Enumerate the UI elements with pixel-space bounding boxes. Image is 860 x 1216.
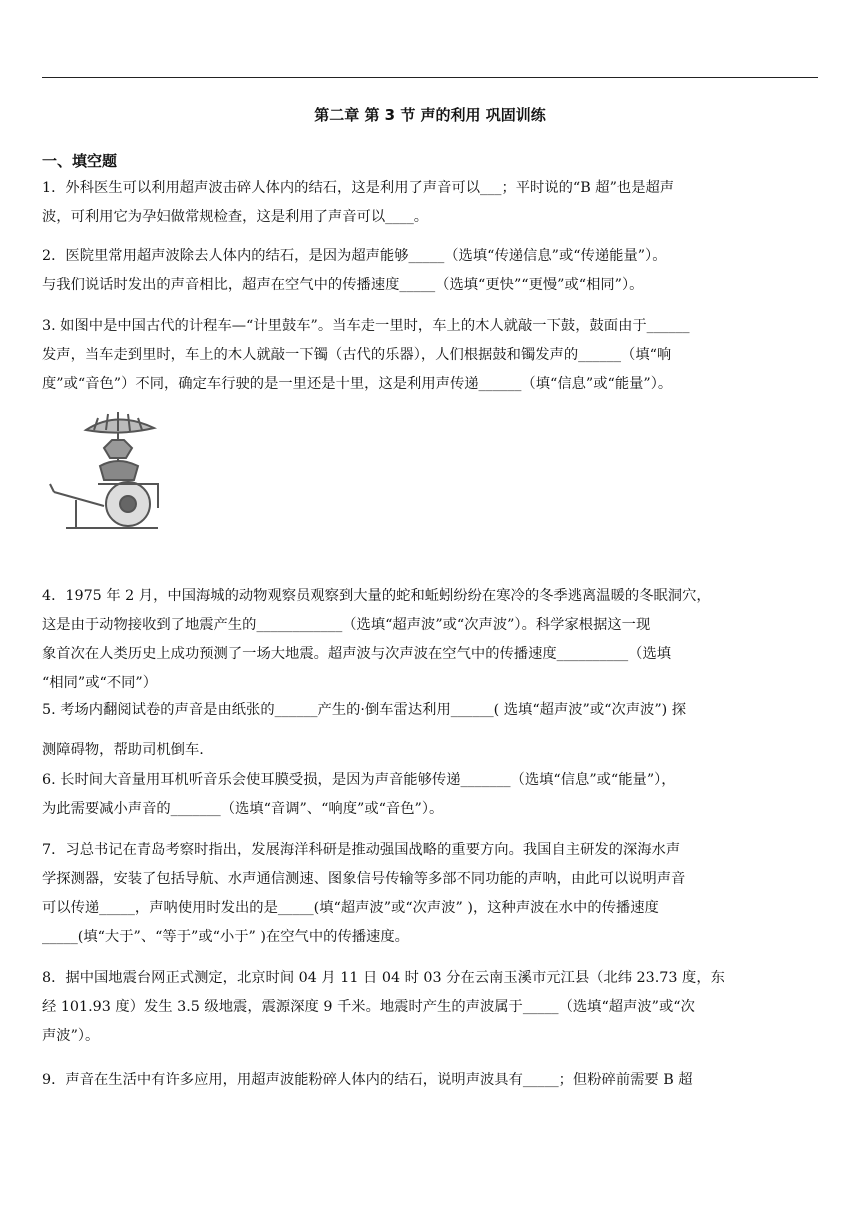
question-line: 发声，当车走到里时，车上的木人就敲一下镯（古代的乐器），人们根据鼓和镯发声的______（填“响 — [42, 347, 672, 363]
question-3 — [42, 312, 822, 399]
question-line: 这是由于动物接收到了地震产生的____________（选填“超声波”或“次声波”）。科学家根据这一现 — [42, 617, 651, 633]
question-9 — [42, 1066, 822, 1095]
page-title: 第二章 第 3 节 声的利用 巩固训练 — [314, 106, 546, 124]
question-line: 9．声音在生活中有许多应用，用超声波能粉碎人体内的结石，说明声波具有_____；但粉碎前需要 B 超 — [42, 1072, 693, 1088]
question-line: 与我们说话时发出的声音相比，超声在空气中的传播速度_____（选填“更快”“更慢”或“相同”）。 — [42, 277, 644, 293]
question-line: 3. 如图中是中国古代的计程车—“计里鼓车”。当车走一里时，车上的木人就敲一下鼓，鼓面由于______ — [42, 318, 690, 334]
question-line: 经 101.93 度）发生 3.5 级地震，震源深度 9 千米。地震时产生的声波属于_____（选填“超声波”或“次 — [42, 999, 695, 1015]
question-line: 4．1975 年 2 月，中国海城的动物观察员观察到大量的蛇和蚯蚓纷纷在寒冷的冬季逃离温暖的冬眠洞穴， — [42, 588, 711, 604]
question-line: 2．医院里常用超声波除去人体内的结石，是因为超声能够_____（选填“传递信息”或“传递能量”）。 — [42, 248, 667, 264]
question-8 — [42, 964, 822, 1051]
question-line: 学探测器，安装了包括导航、水声通信测速、图象信号传输等多部不同功能的声呐，由此可以说明声音 — [42, 871, 686, 887]
header-rule — [42, 77, 818, 78]
question-5 — [42, 690, 822, 770]
question-7 — [42, 836, 822, 952]
question-line: 测障碍物，帮助司机倒车. — [42, 742, 204, 758]
question-line: “相同”或“不同”） — [42, 675, 158, 691]
question-line: 声波”）。 — [42, 1028, 100, 1044]
drum-cart-illustration — [46, 406, 176, 540]
question-line: _____(填“大于”、“等于”或“小于” )在空气中的传播速度。 — [42, 929, 409, 945]
question-line: 5. 考场内翻阅试卷的声音是由纸张的______产生的·倒车雷达利用______( 选填“超声波”或“次声波”) 探 — [42, 702, 687, 718]
question-line: 8．据中国地震台网正式测定，北京时间 04 月 11 日 04 时 03 分在云南玉溪市元江县（北纬 23.73 度，东 — [42, 970, 725, 986]
question-line: 波，可利用它为孕妇做常规检查，这是利用了声音可以____。 — [42, 209, 429, 225]
question-line: 1．外科医生可以利用超声波击碎人体内的结石，这是利用了声音可以___；平时说的“B 超”也是超声 — [42, 180, 675, 196]
question-line: 可以传递_____，声呐使用时发出的是_____(填“超声波”或“次声波” )，这种声波在水中的传播速度 — [42, 900, 659, 916]
question-6 — [42, 766, 822, 824]
section-heading: 一、填空题 — [42, 152, 118, 170]
question-4 — [42, 582, 822, 698]
question-line: 为此需要减小声音的_______（选填“音调”、“响度”或“音色”）。 — [42, 801, 444, 817]
question-line: 6. 长时间大音量用耳机听音乐会使耳膜受损，是因为声音能够传递_______（选填“信息”或“能量”）， — [42, 772, 676, 788]
question-line: 7．习总书记在青岛考察时指出，发展海洋科研是推动强国战略的重要方向。我国自主研发的深海水声 — [42, 842, 681, 858]
question-line: 度”或“音色”）不同，确定车行驶的是一里还是十里，这是利用声传递______（填“信息”或“能量”）。 — [42, 376, 673, 392]
question-2 — [42, 242, 822, 300]
question-1 — [42, 174, 822, 232]
question-line: 象首次在人类历史上成功预测了一场大地震。超声波与次声波在空气中的传播速度__________（选填 — [42, 646, 672, 662]
